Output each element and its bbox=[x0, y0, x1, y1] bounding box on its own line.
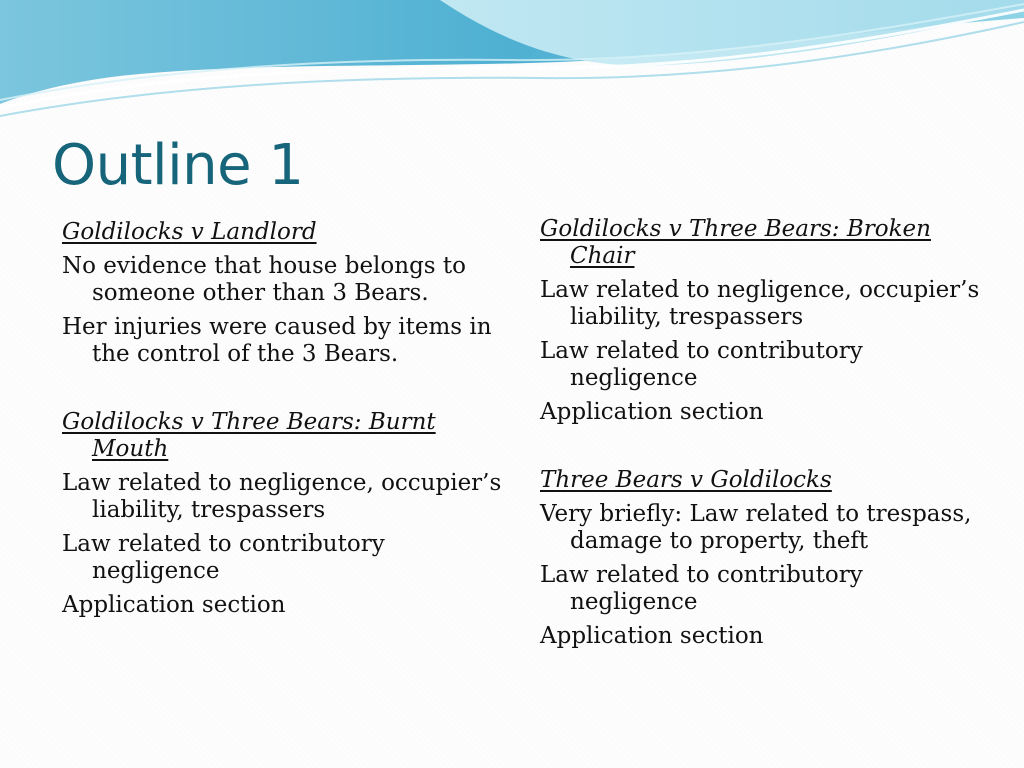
list-item: Law related to contributory negligence bbox=[540, 562, 863, 615]
section-heading: Goldilocks v Three Bears: Broken Chair bbox=[540, 216, 931, 269]
list-item: Very briefly: Law related to trespass, damage to property, theft bbox=[540, 501, 972, 554]
list-item: Application section bbox=[540, 399, 764, 425]
list-item: Application section bbox=[540, 623, 764, 649]
list-item: Application section bbox=[62, 592, 286, 618]
section-goldilocks-v-landlord bbox=[62, 219, 502, 368]
header-wave-decoration bbox=[0, 0, 1024, 120]
section-heading: Goldilocks v Landlord bbox=[62, 219, 317, 245]
section-heading: Three Bears v Goldilocks bbox=[540, 467, 832, 493]
section-heading: Goldilocks v Three Bears: Burnt Mouth bbox=[62, 409, 436, 462]
left-column bbox=[62, 219, 502, 626]
list-item: No evidence that house belongs to someone other than 3 Bears. bbox=[62, 253, 466, 306]
section-burnt-mouth bbox=[62, 409, 502, 619]
section-three-bears-v-goldilocks bbox=[540, 467, 980, 650]
section-spacer bbox=[62, 375, 502, 409]
list-item: Her injuries were caused by items in the control of the 3 Bears. bbox=[62, 314, 492, 367]
list-item: Law related to negligence, occupier’s liability, trespassers bbox=[62, 470, 502, 523]
right-column bbox=[540, 216, 980, 657]
list-item: Law related to contributory negligence bbox=[62, 531, 385, 584]
section-broken-chair bbox=[540, 216, 980, 426]
list-item: Law related to contributory negligence bbox=[540, 338, 863, 391]
list-item: Law related to negligence, occupier’s liability, trespassers bbox=[540, 277, 980, 330]
section-spacer bbox=[540, 433, 980, 467]
slide-title: Outline 1 bbox=[52, 133, 304, 198]
